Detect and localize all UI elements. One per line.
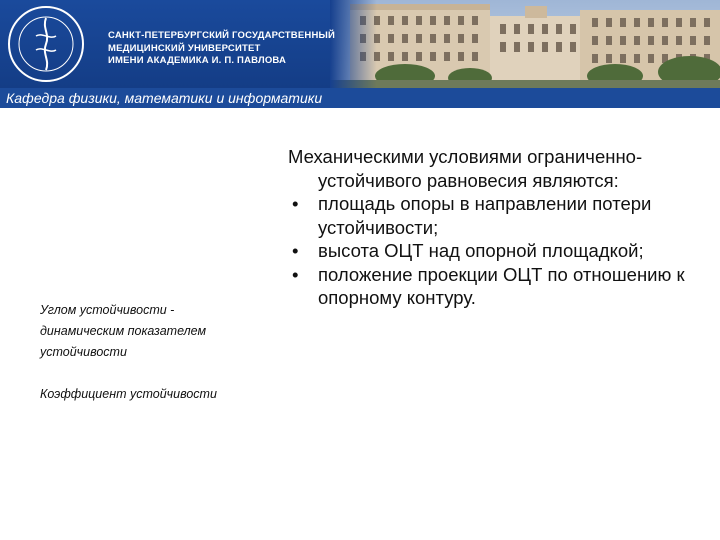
- university-building-photo: [330, 0, 720, 88]
- list-item: [288, 192, 698, 239]
- stability-coefficient-note: Коэффициент устойчивости: [40, 387, 217, 401]
- department-title: Кафедра физики, математики и информатики: [6, 90, 323, 106]
- list-item-text: площадь опоры в направлении потери устойчивости;: [318, 193, 652, 238]
- bullet-icon: •: [292, 193, 299, 214]
- side-notes: [40, 300, 270, 405]
- stability-angle-note: Углом устойчивости - динамическим показателем устойчивости: [40, 303, 207, 359]
- header-banner: [0, 0, 720, 108]
- bullet-icon: •: [292, 240, 299, 261]
- list-item-text: высота ОЦТ над опорной площадкой;: [318, 240, 644, 261]
- university-name: САНКТ-ПЕТЕРБУРГСКИЙ ГОСУДАРСТВЕННЫЙ МЕДИЦИНСКИЙ УНИВЕРСИТЕТ ИМЕНИ АКАДЕМИКА И. П. ПАВЛОВА: [108, 30, 336, 66]
- intro-text: Механическими условиями ограниченно-устойчивого равновесия являются:: [288, 146, 643, 191]
- list-item: [288, 239, 698, 263]
- main-content: [288, 145, 698, 310]
- bullet-icon: •: [292, 263, 299, 285]
- conditions-list: [288, 192, 698, 310]
- list-item: [288, 263, 698, 310]
- list-item-text: положение проекции ОЦТ по отношению к опорному контуру.: [318, 263, 685, 308]
- university-logo: [6, 4, 86, 84]
